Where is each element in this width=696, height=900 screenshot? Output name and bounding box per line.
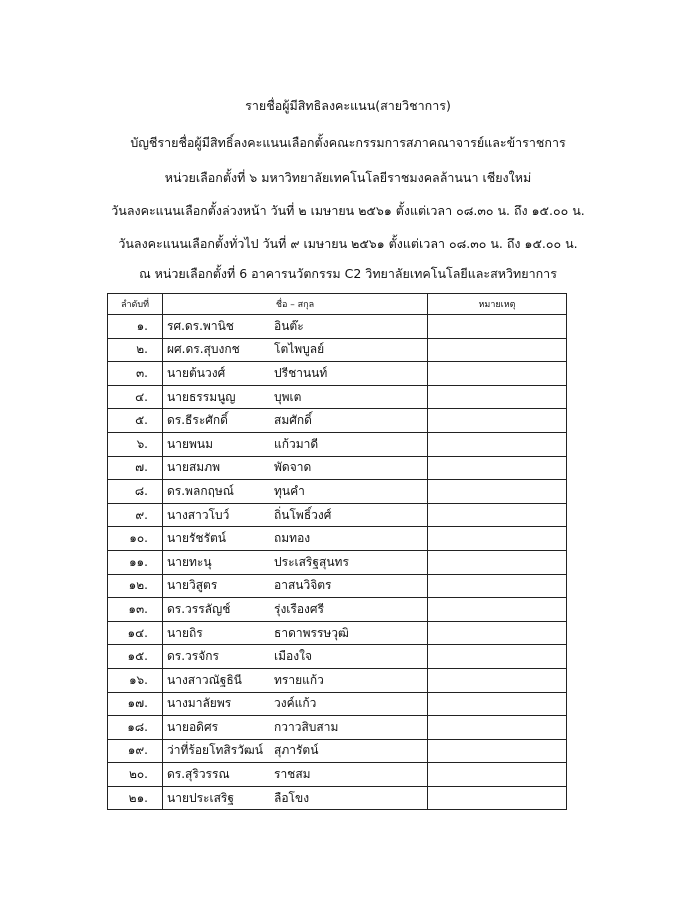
given-name: นายต้นวงศ์ [167, 365, 226, 380]
table-row [108, 362, 567, 386]
table-row [108, 621, 567, 645]
remark-cell [428, 456, 567, 480]
table-row [108, 550, 567, 574]
surname: สมศักดิ์ [274, 413, 312, 428]
remark-cell [428, 409, 567, 433]
full-name-cell [163, 621, 428, 645]
full-name-cell [163, 716, 428, 740]
row-number: ๑๔. [108, 621, 163, 645]
full-name-cell [163, 763, 428, 787]
table-row [108, 786, 567, 810]
table-row [108, 385, 567, 409]
voting-location: ณ หน่วยเลือกตั้งที่ 6 อาคารนวัตกรรม C2 วิทยาลัยเทคโนโลยีและสหวิทยาการ [139, 266, 557, 281]
table-body [108, 315, 567, 810]
full-name-cell [163, 409, 428, 433]
given-name: ดร.ธีระศักดิ์ [167, 413, 228, 428]
row-number: ๗. [108, 456, 163, 480]
row-number: ๒๐. [108, 763, 163, 787]
remark-cell [428, 574, 567, 598]
table-row [108, 503, 567, 527]
table-row [108, 716, 567, 740]
remark-cell [428, 763, 567, 787]
full-name-cell [163, 739, 428, 763]
full-name-cell [163, 574, 428, 598]
row-number: ๔. [108, 385, 163, 409]
row-number: ๑๐. [108, 527, 163, 551]
surname: ทุนคำ [274, 483, 305, 498]
remark-cell [428, 692, 567, 716]
given-name: นางมาลัยพร [167, 696, 232, 711]
table-row [108, 456, 567, 480]
given-name: ดร.สุริวรรณ [167, 767, 230, 782]
surname: ประเสริฐสุนทร [274, 554, 349, 569]
given-name: นางสาวโบว์ [167, 507, 230, 522]
row-number: ๑๕. [108, 645, 163, 669]
remark-cell [428, 480, 567, 504]
surname: เมืองใจ [274, 649, 312, 664]
table-row [108, 432, 567, 456]
given-name: นายวิสูตร [167, 578, 218, 593]
full-name-cell [163, 786, 428, 810]
given-name: นายรัชรัตน์ [167, 531, 227, 546]
given-name: นายธรรมนูญ [167, 389, 236, 404]
remark-cell [428, 621, 567, 645]
given-name: นายอดิศร [167, 719, 219, 734]
given-name: ดร.วรจักร [167, 649, 219, 664]
remark-cell [428, 786, 567, 810]
full-name-cell [163, 362, 428, 386]
table-row [108, 668, 567, 692]
given-name: ดร.พลกฤษณ์ [167, 483, 234, 498]
given-name: นางสาวณัฐธินี [167, 672, 242, 687]
table-row [108, 315, 567, 339]
table-row [108, 763, 567, 787]
given-name: นายสมภพ [167, 460, 221, 475]
surname: ปรีชานนท์ [274, 365, 328, 380]
table-header-row [108, 294, 567, 315]
given-name: ผศ.ดร.สุบงกช [167, 342, 240, 357]
column-header-name: ชื่อ – สกุล [163, 294, 428, 315]
row-number: ๑๑. [108, 550, 163, 574]
surname: โตไพบูลย์ [274, 342, 325, 357]
full-name-cell [163, 503, 428, 527]
surname: ธาดาพรรษวุฒิ [274, 625, 349, 640]
full-name-cell [163, 527, 428, 551]
surname: พัดจาด [274, 460, 312, 475]
voter-table [107, 293, 567, 810]
remark-cell [428, 362, 567, 386]
surname: ราชสม [274, 767, 311, 782]
full-name-cell [163, 550, 428, 574]
advance-vote-date: วันลงคะแนนเลือกตั้งล่วงหน้า วันที่ ๒ เมษายน ๒๕๖๑ ตั้งแต่เวลา ๐๘.๓๐ น. ถึง ๑๕.๐๐ น. [111, 203, 585, 218]
surname: รุ่งเรืองศรี [274, 601, 324, 616]
surname: แก้วมาดี [274, 436, 319, 451]
table-row [108, 480, 567, 504]
full-name-cell [163, 385, 428, 409]
remark-cell [428, 503, 567, 527]
given-name: นายประเสริฐ [167, 790, 234, 805]
row-number: ๙. [108, 503, 163, 527]
given-name: นายถิร [167, 625, 203, 640]
row-number: ๑๘. [108, 716, 163, 740]
row-number: ๑๒. [108, 574, 163, 598]
surname: กวาวสิบสาม [274, 719, 339, 734]
remark-cell [428, 645, 567, 669]
full-name-cell [163, 692, 428, 716]
full-name-cell [163, 315, 428, 339]
row-number: ๕. [108, 409, 163, 433]
given-name: ว่าที่ร้อยโทสิรวัฒน์ [167, 743, 263, 758]
remark-cell [428, 739, 567, 763]
surname: สุภารัตน์ [274, 743, 319, 758]
surname: ถมทอง [274, 531, 311, 546]
remark-cell [428, 338, 567, 362]
column-header-remark: หมายเหตุ [428, 294, 567, 315]
row-number: ๓. [108, 362, 163, 386]
table-row [108, 739, 567, 763]
remark-cell [428, 716, 567, 740]
row-number: ๒๑. [108, 786, 163, 810]
surname: อาสนวิจิตร [274, 578, 332, 593]
full-name-cell [163, 668, 428, 692]
row-number: ๑๗. [108, 692, 163, 716]
full-name-cell [163, 598, 428, 622]
table-row [108, 574, 567, 598]
remark-cell [428, 315, 567, 339]
remark-cell [428, 550, 567, 574]
row-number: ๑. [108, 315, 163, 339]
column-header-number: ลำดับที่ [108, 294, 163, 315]
voting-unit: หน่วยเลือกตั้งที่ ๖ มหาวิทยาลัยเทคโนโลยีราชมงคลล้านนา เชียงใหม่ [164, 170, 532, 185]
full-name-cell [163, 645, 428, 669]
full-name-cell [163, 338, 428, 362]
given-name: นายทะนุ [167, 554, 212, 569]
row-number: ๘. [108, 480, 163, 504]
full-name-cell [163, 456, 428, 480]
row-number: ๑๖. [108, 668, 163, 692]
table-row [108, 598, 567, 622]
document-title: รายชื่อผู้มีสิทธิลงคะแนน(สายวิชาการ) [245, 98, 451, 113]
table-row [108, 692, 567, 716]
general-vote-date: วันลงคะแนนเลือกตั้งทั่วไป วันที่ ๙ เมษายน ๒๕๖๑ ตั้งแต่เวลา ๐๘.๓๐ น. ถึง ๑๕.๐๐ น. [118, 236, 578, 251]
surname: อินต๊ะ [274, 318, 304, 333]
full-name-cell [163, 432, 428, 456]
remark-cell [428, 385, 567, 409]
surname: บุพเต [274, 389, 302, 404]
surname: ลือโขง [274, 790, 310, 805]
table-row [108, 338, 567, 362]
remark-cell [428, 527, 567, 551]
remark-cell [428, 598, 567, 622]
surname: ถิ่นโพธิ์วงศ์ [274, 507, 332, 522]
row-number: ๑๓. [108, 598, 163, 622]
row-number: ๒. [108, 338, 163, 362]
table-row [108, 527, 567, 551]
table-row [108, 409, 567, 433]
remark-cell [428, 668, 567, 692]
surname: วงค์แก้ว [274, 696, 317, 711]
given-name: นายพนม [167, 436, 213, 451]
table-row [108, 645, 567, 669]
full-name-cell [163, 480, 428, 504]
row-number: ๑๙. [108, 739, 163, 763]
given-name: รศ.ดร.พานิช [167, 318, 234, 333]
remark-cell [428, 432, 567, 456]
surname: ทรายแก้ว [274, 672, 324, 687]
list-title: บัญชีรายชื่อผู้มีสิทธิ์ลงคะแนนเลือกตั้งคณะกรรมการสภาคณาจารย์และข้าราชการ [130, 135, 566, 150]
row-number: ๖. [108, 432, 163, 456]
given-name: ดร.วรรลัญช์ [167, 601, 231, 616]
